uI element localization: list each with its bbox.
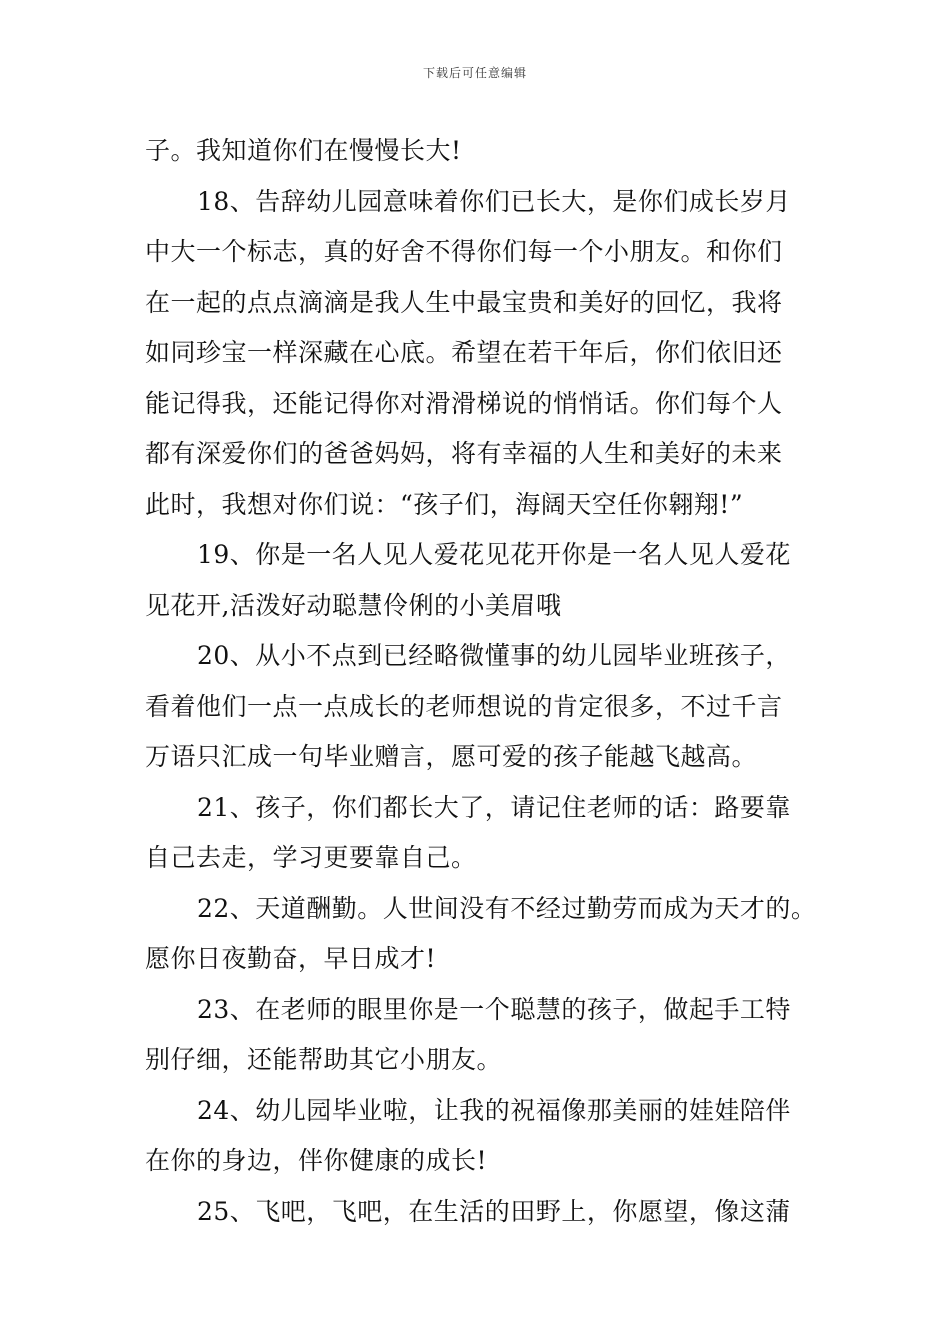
page-header: 下载后可任意编辑	[422, 66, 527, 80]
text-line: 看着他们一点一点成长的老师想说的肯定很多，不过千言	[145, 691, 783, 721]
text-line: 愿你日夜勤奋，早日成才!	[145, 944, 437, 973]
document-body	[145, 126, 825, 1237]
text-line: 子。我知道你们在慢慢长大!	[145, 136, 462, 165]
text-line: 19、你是一名人见人爱花见花开你是一名人见人爱花	[197, 540, 791, 569]
text-line: 24、幼儿园毕业啦，让我的祝福像那美丽的娃娃陪伴	[197, 1095, 791, 1125]
text-line: 20、从小不点到已经略微懂事的幼儿园毕业班孩子，	[197, 641, 791, 670]
text-line: 能记得我，还能记得你对滑滑梯说的悄悄话。你们每个人	[145, 388, 783, 418]
text-line: 18、告辞幼儿园意味着你们已长大，是你们成长岁月	[197, 186, 791, 216]
text-line: 中大一个标志，真的好舍不得你们每一个小朋友。和你们	[145, 237, 783, 266]
text-line: 自己去走，学习更要靠自己。	[145, 843, 477, 872]
text-line: 万语只汇成一句毕业赠言，愿可爱的孩子能越飞越高。	[145, 742, 758, 771]
text-line: 在你的身边，伴你健康的成长!	[145, 1146, 488, 1175]
text-line: 如同珍宝一样深藏在心底。希望在若干年后，你们依旧还	[145, 338, 783, 367]
text-line: 见花开,活泼好动聪慧伶俐的小美眉哦	[145, 590, 562, 620]
text-line: 此时，我想对你们说：“孩子们，海阔天空任你翱翔!”	[145, 489, 744, 519]
text-line: 别仔细，还能帮助其它小朋友。	[145, 1045, 503, 1074]
text-line: 22、天道酬勤。人世间没有不经过勤劳而成为天才的。	[197, 893, 817, 923]
text-line: 25、飞吧，飞吧，在生活的田野上，你愿望，像这蒲	[197, 1196, 791, 1226]
text-line: 21、孩子，你们都长大了，请记住老师的话：路要靠	[197, 792, 791, 822]
text-line: 都有深爱你们的爸爸妈妈，将有幸福的人生和美好的未来	[145, 439, 783, 468]
text-line: 在一起的点点滴滴是我人生中最宝贵和美好的回忆，我将	[145, 287, 783, 317]
text-line: 23、在老师的眼里你是一个聪慧的孩子，做起手工特	[197, 994, 791, 1024]
